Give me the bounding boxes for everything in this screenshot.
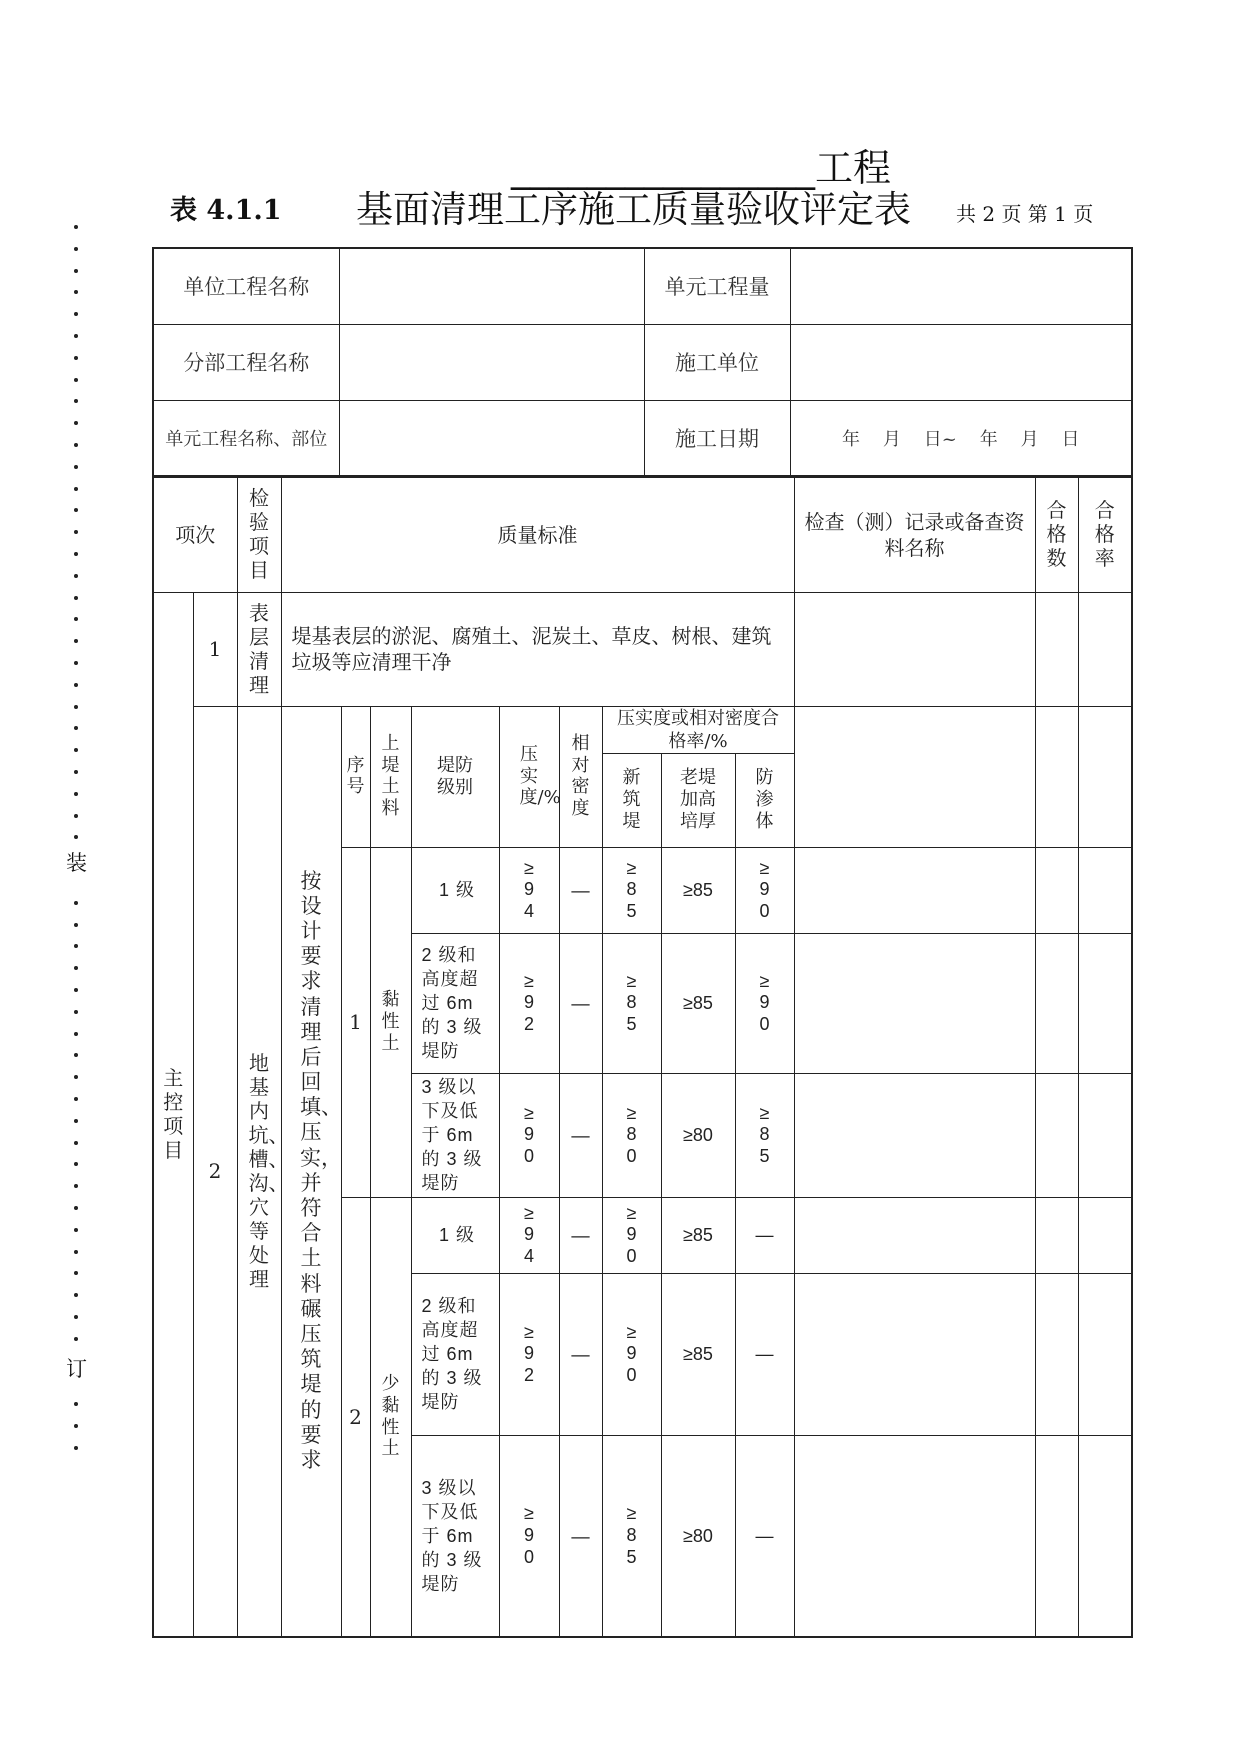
binding-dot: [74, 552, 78, 556]
binding-dot: [74, 944, 78, 948]
group2-seq: 2: [341, 1197, 370, 1637]
binding-dot: [74, 1075, 78, 1079]
compaction-cell: ≥90: [499, 1435, 559, 1637]
binding-dot: [74, 574, 78, 578]
binding-dot: [74, 312, 78, 316]
subheader-seepage: 防渗体: [735, 753, 794, 847]
header-check-record: 检查（测）记录或备查资料名称: [794, 477, 1035, 592]
binding-dot: [74, 923, 78, 927]
binding-dot: [74, 1446, 78, 1450]
binding-dot: [74, 1141, 78, 1145]
new-dike-cell: ≥90: [602, 1273, 661, 1435]
binding-dot: [74, 1032, 78, 1036]
old-dike-cell: ≥80: [661, 1073, 735, 1197]
info-table: [152, 247, 1133, 477]
binding-dot: [74, 1010, 78, 1014]
relative-density-cell: —: [559, 1073, 602, 1197]
binding-dot: [74, 1097, 78, 1101]
contractor-field[interactable]: [790, 324, 1132, 400]
binding-label-ding: 订: [66, 1357, 87, 1381]
check-record-cell[interactable]: [794, 1073, 1035, 1197]
grade-cell: 3 级以下及低于 6m 的 3 级堤防: [411, 1435, 499, 1637]
main-control-label: 主控项目: [153, 592, 193, 1637]
grade-cell: 1 级: [411, 847, 499, 933]
group1-seq: 1: [341, 847, 370, 1197]
unit-name-location-label: 单元工程名称、部位: [153, 400, 339, 476]
subheader-seq: 序号: [341, 706, 370, 847]
unit-project-name-field[interactable]: [339, 248, 644, 324]
binding-dot: [74, 1293, 78, 1297]
old-dike-cell: ≥85: [661, 1197, 735, 1273]
binding-dot: [74, 334, 78, 338]
compaction-cell: ≥92: [499, 933, 559, 1073]
binding-dot: [74, 399, 78, 403]
subheader-new-dike: 新筑堤: [602, 753, 661, 847]
binding-dot: [74, 661, 78, 665]
sub-header-qualified-count-cell[interactable]: [1035, 706, 1078, 847]
relative-density-cell: —: [559, 1197, 602, 1273]
check-record-cell[interactable]: [794, 933, 1035, 1073]
check-record-cell[interactable]: [794, 1435, 1035, 1637]
page-info: 共 2 页 第 1 页: [956, 202, 1094, 226]
binding-dot: [74, 508, 78, 512]
compaction-cell: ≥90: [499, 1073, 559, 1197]
sub-project-name-label: 分部工程名称: [153, 324, 339, 400]
binding-dot: [74, 378, 78, 382]
qualified-count-cell[interactable]: [1035, 933, 1078, 1073]
seepage-cell: ≥85: [735, 1073, 794, 1197]
sub-header-check-record-cell[interactable]: [794, 706, 1035, 847]
row2-no: 2: [193, 706, 237, 1637]
binding-dot: [74, 290, 78, 294]
pass-rate-cell[interactable]: [1078, 1273, 1132, 1435]
header-pass-rate: 合格率: [1078, 477, 1132, 592]
qualified-count-cell[interactable]: [1035, 1273, 1078, 1435]
binding-dot: [74, 814, 78, 818]
binding-dot: [74, 1250, 78, 1254]
binding-dot: [74, 792, 78, 796]
row1-no: 1: [193, 592, 237, 706]
subheader-relative-density: 相对密度: [559, 706, 602, 847]
binding-dot: [74, 901, 78, 905]
new-dike-cell: ≥90: [602, 1197, 661, 1273]
header-inspection-item: 检验项目: [237, 477, 281, 592]
binding-dot: [74, 269, 78, 273]
binding-dot: [74, 530, 78, 534]
unit-name-location-field[interactable]: [339, 400, 644, 476]
project-name-line: ________________工程: [511, 146, 892, 190]
subheader-compaction: 压实度/%: [499, 706, 559, 847]
binding-dot: [74, 1228, 78, 1232]
unit-project-name-label: 单位工程名称: [153, 248, 339, 324]
pass-rate-cell[interactable]: [1078, 1073, 1132, 1197]
row1-qualified-count-cell[interactable]: [1035, 592, 1078, 706]
check-record-cell[interactable]: [794, 1197, 1035, 1273]
pass-rate-cell[interactable]: [1078, 847, 1132, 933]
seepage-cell: —: [735, 1273, 794, 1435]
binding-dot: [74, 1315, 78, 1319]
compaction-cell: ≥94: [499, 1197, 559, 1273]
grade-cell: 2 级和高度超过 6m 的 3 级堤防: [411, 933, 499, 1073]
binding-dot: [74, 748, 78, 752]
subheader-grade: 堤防级别: [411, 706, 499, 847]
old-dike-cell: ≥80: [661, 1435, 735, 1637]
binding-dot: [74, 1184, 78, 1188]
binding-dot: [74, 770, 78, 774]
pass-rate-cell[interactable]: [1078, 1435, 1132, 1637]
relative-density-cell: —: [559, 1273, 602, 1435]
binding-dot: [74, 1053, 78, 1057]
subheader-soil: 上堤土料: [370, 706, 411, 847]
binding-dot: [74, 247, 78, 251]
binding-dot: [74, 1162, 78, 1166]
binding-dot: [74, 1206, 78, 1210]
qualified-count-cell[interactable]: [1035, 1073, 1078, 1197]
old-dike-cell: ≥85: [661, 847, 735, 933]
binding-dot: [74, 726, 78, 730]
binding-dot: [74, 1402, 78, 1406]
binding-dot: [74, 596, 78, 600]
relative-density-cell: —: [559, 1435, 602, 1637]
header-item-no: 项次: [153, 477, 237, 592]
binding-dot: [74, 1337, 78, 1341]
new-dike-cell: ≥80: [602, 1073, 661, 1197]
check-record-cell[interactable]: [794, 847, 1035, 933]
check-record-cell[interactable]: [794, 1273, 1035, 1435]
qualified-count-cell[interactable]: [1035, 1435, 1078, 1637]
row1-pass-rate-cell[interactable]: [1078, 592, 1132, 706]
binding-dot: [74, 617, 78, 621]
binding-dot: [74, 1424, 78, 1428]
binding-dot: [74, 1271, 78, 1275]
row2-requirement: 按设计要求清理后回填、压实，并符合土料碾压筑堤的要求: [281, 706, 341, 1637]
grade-cell: 2 级和高度超过 6m 的 3 级堤防: [411, 1273, 499, 1435]
pass-rate-cell[interactable]: [1078, 933, 1132, 1073]
qualified-count-cell[interactable]: [1035, 1197, 1078, 1273]
document-title: 基面清理工序施工质量验收评定表: [356, 188, 911, 231]
construction-date-field[interactable]: 年 月 日~ 年 月 日: [790, 400, 1132, 476]
binding-dot: [74, 966, 78, 970]
row1-item: 表层清理: [237, 592, 281, 706]
row1-check-record-cell[interactable]: [794, 592, 1035, 706]
row1-standard: 堤基表层的淤泥、腐殖土、泥炭土、草皮、树根、建筑垃圾等应清理干净: [281, 592, 794, 706]
group1-soil: 黏性土: [370, 847, 411, 1197]
table-number: 表 4.1.1: [170, 195, 282, 226]
binding-dot: [74, 356, 78, 360]
sub-project-name-field[interactable]: [339, 324, 644, 400]
contractor-label: 施工单位: [644, 324, 790, 400]
row2-item: 地基内坑、槽、沟、穴等处理: [237, 706, 281, 1637]
grade-cell: 1 级: [411, 1197, 499, 1273]
new-dike-cell: ≥85: [602, 847, 661, 933]
new-dike-cell: ≥85: [602, 933, 661, 1073]
binding-dot: [74, 705, 78, 709]
header-qualified-count: 合格数: [1035, 477, 1078, 592]
seepage-cell: ≥90: [735, 847, 794, 933]
seepage-cell: —: [735, 1197, 794, 1273]
seepage-cell: ≥90: [735, 933, 794, 1073]
binding-dot: [74, 465, 78, 469]
old-dike-cell: ≥85: [661, 933, 735, 1073]
subheader-old-dike: 老堤加高培厚: [661, 753, 735, 847]
relative-density-cell: —: [559, 933, 602, 1073]
binding-dot: [74, 225, 78, 229]
binding-dot: [74, 835, 78, 839]
construction-date-label: 施工日期: [644, 400, 790, 476]
sub-header-pass-rate-cell[interactable]: [1078, 706, 1132, 847]
new-dike-cell: ≥85: [602, 1435, 661, 1637]
old-dike-cell: ≥85: [661, 1273, 735, 1435]
binding-margin-dots: [70, 225, 82, 1465]
binding-dot: [74, 683, 78, 687]
unit-quantity-label: 单元工程量: [644, 248, 790, 324]
seepage-cell: —: [735, 1435, 794, 1637]
qualified-count-cell[interactable]: [1035, 847, 1078, 933]
binding-dot: [74, 639, 78, 643]
main-table: [152, 476, 1133, 1638]
binding-label-zhuang: 装: [66, 851, 87, 875]
binding-dot: [74, 988, 78, 992]
unit-quantity-field[interactable]: [790, 248, 1132, 324]
binding-dot: [74, 1119, 78, 1123]
relative-density-cell: —: [559, 847, 602, 933]
header-quality-standard: 质量标准: [281, 477, 794, 592]
pass-rate-cell[interactable]: [1078, 1197, 1132, 1273]
compaction-cell: ≥94: [499, 847, 559, 933]
binding-dot: [74, 421, 78, 425]
binding-dot: [74, 443, 78, 447]
binding-dot: [74, 487, 78, 491]
group2-soil: 少黏性土: [370, 1197, 411, 1637]
grade-cell: 3 级以下及低于 6m 的 3 级堤防: [411, 1073, 499, 1197]
subheader-rate-group: 压实度或相对密度合格率/%: [602, 706, 794, 753]
compaction-cell: ≥92: [499, 1273, 559, 1435]
